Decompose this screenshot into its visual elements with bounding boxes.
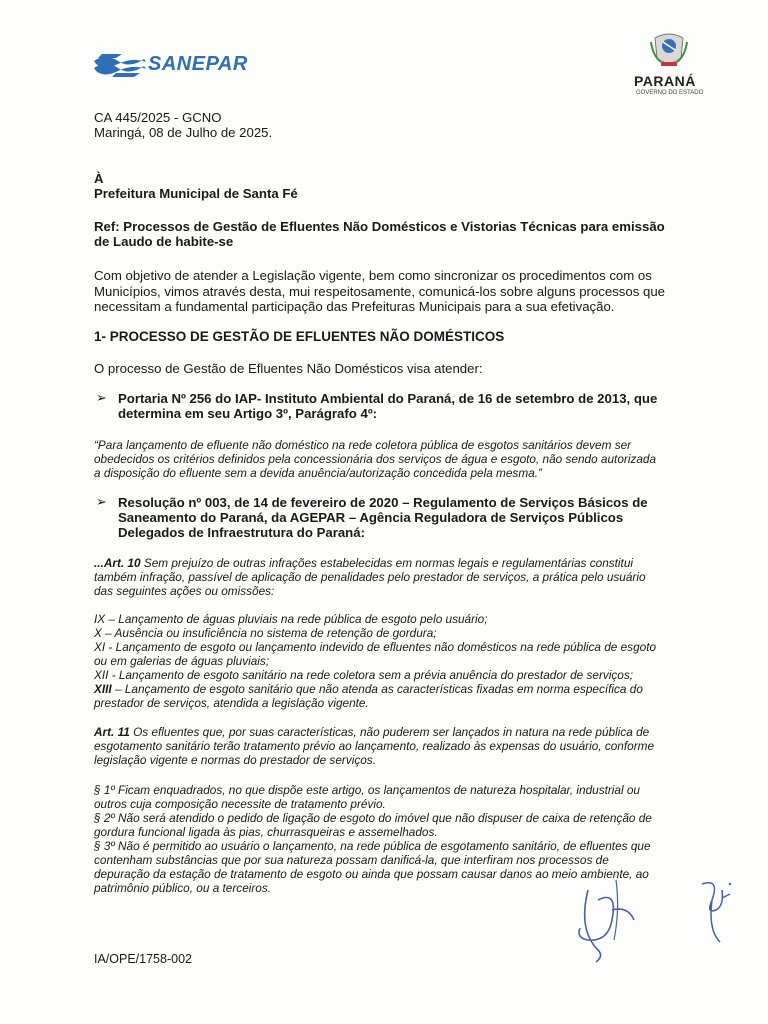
quote-1-line-3: a disposição do efluente sem a devida anuência/autorização concedida pela mesma.” <box>94 466 542 480</box>
bullet-1-line-2: determina em seu Artigo 3º, Parágrafo 4º: <box>118 406 378 421</box>
art-11-text: Os efluentes que, por suas características, não puderem ser lançados in natura na rede pública de <box>129 725 650 739</box>
parana-logo <box>628 28 710 100</box>
sanepar-wave-icon <box>92 49 148 81</box>
item-xiii-line-2: prestador de serviços, atendida a legislação vigente. <box>94 696 369 710</box>
section-heading: 1- PROCESSO DE GESTÃO DE EFLUENTES NÃO DOMÉSTICOS <box>94 329 505 344</box>
intro-line-3: necessitam a fundamental participação das Prefeituras Municipais para a sua efetivação. <box>94 299 615 314</box>
parana-logo-subtext: GOVERNO DO ESTADO <box>636 90 704 96</box>
bullet-2-line-2: Saneamento do Paraná, da AGEPAR – Agência Reguladora de Serviços Públicos <box>118 510 624 525</box>
recipient-name: Prefeitura Municipal de Santa Fé <box>94 186 298 201</box>
quote-1-line-2: obedecidos os critérios definidos pela concessionária dos serviços de água e esgoto, não sendo autorizada <box>94 452 657 466</box>
footer-code: IA/OPE/1758-002 <box>94 952 192 966</box>
paragraph-3-line-1: § 3º Não é permitido ao usuário o lançamento, na rede pública de esgotamento sanitário, de efluentes que <box>94 839 651 853</box>
paragraph-2-line-1: § 2º Não será atendido o pedido de ligação de esgoto do imóvel que não dispuser de caixa de retenção de <box>94 811 652 825</box>
item-xiii-line-1 <box>94 682 720 696</box>
quote-1-line-1: “Para lançamento de efluente não doméstico na rede coletora pública de esgotos sanitários devem ser <box>94 438 632 452</box>
signature-2 <box>690 870 740 950</box>
recipient-prefix: À <box>94 171 104 186</box>
paragraph-3-line-3: depuração da estação de tratamento de esgoto ou ainda que possam causar danos ao meio ambiente, ao <box>94 867 649 881</box>
subject-line-2: de Laudo de habite-se <box>94 234 234 249</box>
intro-line-2: Municípios, vimos através desta, mui respeitosamente, comunicá-los sobre alguns processos que <box>94 284 665 299</box>
item-xi-line-2: ou em galerias de águas pluviais; <box>94 654 270 668</box>
paragraph-1-line-2: outros cuja composição necessite de tratamento prévio. <box>94 797 386 811</box>
section-lead: O processo de Gestão de Efluentes Não Domésticos visa atender: <box>94 361 483 376</box>
bullet-1-line-1: Portaria Nº 256 do IAP- Instituto Ambiental do Paraná, de 16 de setembro de 2013, que <box>118 391 658 406</box>
paragraph-1-line-1: § 1º Ficam enquadrados, no que dispõe este artigo, os lançamentos de natureza hospitalar, industrial ou <box>94 783 640 797</box>
item-ix: IX – Lançamento de águas pluviais na rede pública de esgoto pelo usuário; <box>94 612 488 626</box>
art-10-text: Sem prejuízo de outras infrações estabelecidas em normas legais e regulamentárias constitui <box>140 556 634 570</box>
place-date: Maringá, 08 de Julho de 2025. <box>94 125 273 140</box>
art-10-label: ...Art. 10 <box>94 556 141 570</box>
sanepar-logo-text: SANEPAR <box>148 53 248 75</box>
bullet-2-line-3: Delegados de Infraestrutura do Paraná: <box>118 525 365 540</box>
paragraph-3-line-4: patrimônio público, ou a terceiros. <box>94 881 272 895</box>
arrow-bullet-icon: ➢ <box>96 390 107 405</box>
subject-line-1: Ref: Processos de Gestão de Efluentes Não Domésticos e Vistorias Técnicas para emissão <box>94 219 665 234</box>
art-11-line-2: esgotamento sanitário terão tratamento prévio ao lançamento, realizado às expensas do usuário, conforme <box>94 739 655 753</box>
item-xiii-text: – Lançamento de esgoto sanitário que não atenda as características fixadas em norma específica do <box>111 682 643 696</box>
intro-line-1: Com objetivo de atender a Legislação vigente, bem como sincronizar os procedimentos com os <box>94 268 652 283</box>
art-11-line-3: legislação vigente e normas do prestador de serviços. <box>94 753 376 767</box>
sanepar-logo <box>92 47 272 81</box>
item-x: X – Ausência ou insuficiência no sistema de retenção de gordura; <box>94 626 437 640</box>
parana-coat-of-arms-icon <box>647 28 691 72</box>
parana-logo-text: PARANÁ <box>634 73 696 89</box>
reference-code: CA 445/2025 - GCNO <box>94 110 222 125</box>
item-xi-line-1: XI - Lançamento de esgoto ou lançamento indevido de efluentes não domésticos na rede pública de esgoto <box>94 640 657 654</box>
art-10-line-3: das seguintes ações ou omissões: <box>94 584 275 598</box>
item-xiii-label: XIII <box>94 682 112 696</box>
art-10-line-1 <box>94 556 720 570</box>
art-11-label: Art. 11 <box>94 725 130 739</box>
art-11-line-1 <box>94 725 720 739</box>
paragraph-2-line-2: gordura funcional ligada às pias, churrasqueiras e assemelhados. <box>94 825 438 839</box>
item-xii: XII - Lançamento de esgoto sanitário na rede coletora sem a prévia anuência do prestador de serviços; <box>94 668 634 682</box>
bullet-2-line-1: Resolução nº 003, de 14 de fevereiro de 2020 – Regulamento de Serviços Básicos de <box>118 495 648 510</box>
arrow-bullet-icon: ➢ <box>96 494 107 509</box>
art-10-line-2: também infração, passível de aplicação de penalidades pelo prestador de serviços, a prática pelo usuário <box>94 570 646 584</box>
paragraph-3-line-2: contenham substâncias que por sua natureza possam danificá-la, que interfiram nos processos de <box>94 853 609 867</box>
